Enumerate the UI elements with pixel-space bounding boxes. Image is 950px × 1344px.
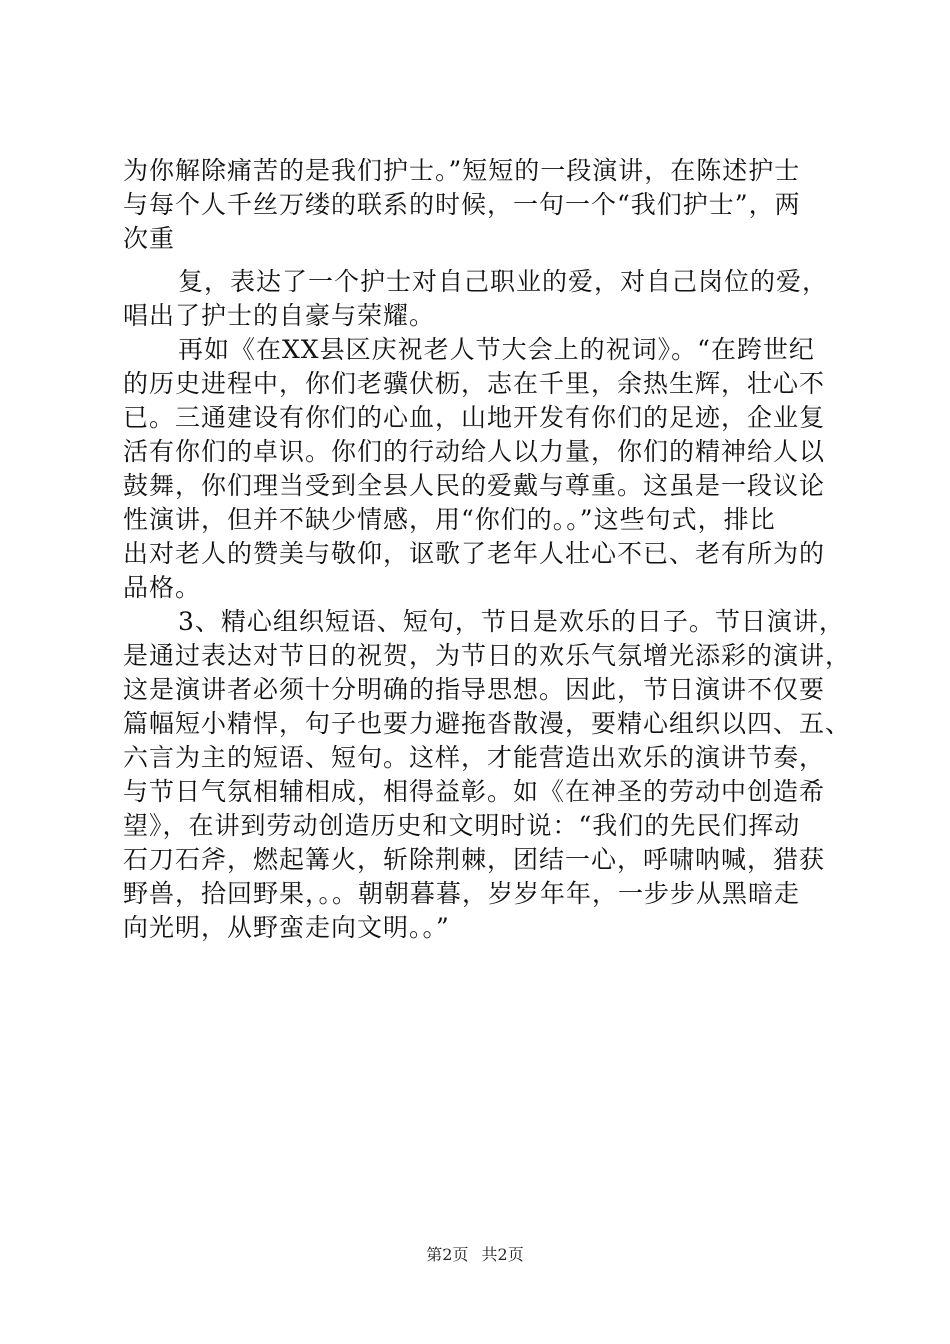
text-line: 已。三通建设有你们的心血，山地开发有你们的足迹，企业复 bbox=[123, 403, 826, 432]
text-line: 性演讲，但并不缺少情感，用“你们的。。”这些句式，排比 bbox=[123, 505, 776, 534]
page-footer bbox=[0, 1244, 950, 1266]
page-total: 共2页 bbox=[481, 1245, 524, 1264]
text-line: 活有你们的卓识。你们的行动给人以力量，你们的精神给人以 bbox=[123, 437, 826, 466]
text-line: 与节日气氛相辅相成，相得益彰。如《在神圣的劳动中创造希 bbox=[123, 777, 826, 806]
text-line: 的历史进程中，你们老骥伏枥，志在千里，余热生辉，壮心不 bbox=[123, 369, 826, 398]
text-line: 为你解除痛苦的是我们护士。”短短的一段演讲，在陈述护士 bbox=[123, 156, 801, 185]
text-line: 唱出了护士的自豪与荣耀。 bbox=[123, 301, 436, 330]
text-line: 望》，在讲到劳动创造历史和文明时说：“我们的先民们挥动 bbox=[123, 811, 801, 840]
page-number: 第2页 bbox=[426, 1245, 469, 1264]
text-line: 再如《在XX县区庆祝老人节大会上的祝词》。“在跨世纪 bbox=[178, 335, 815, 364]
text-line: 出对老人的赞美与敬仰，讴歌了老年人壮心不已、老有所为的 bbox=[123, 539, 826, 568]
text-line: 鼓舞，你们理当受到全县人民的爱戴与尊重。这虽是一段议论 bbox=[123, 471, 826, 500]
text-line: 向光明，从野蛮走向文明。。” bbox=[123, 913, 450, 942]
text-line: 是通过表达对节日的祝贺，为节日的欢乐气氛增光添彩的演讲， bbox=[123, 641, 852, 670]
text-line: 次重 bbox=[123, 224, 176, 253]
text-line: 这是演讲者必须十分明确的指导思想。因此，节日演讲不仅要 bbox=[123, 675, 826, 704]
text-line: 与每个人千丝万缕的联系的时候，一句一个“我们护士”，两 bbox=[123, 190, 801, 219]
text-line: 六言为主的短语、短句。这样，才能营造出欢乐的演讲节奏， bbox=[123, 743, 826, 772]
text-line: 3、精心组织短语、短句，节日是欢乐的日子。节日演讲， bbox=[178, 607, 845, 636]
text-line: 复，表达了一个护士对自己职业的爱，对自己岗位的爱， bbox=[178, 267, 829, 296]
text-line: 篇幅短小精悍，句子也要力避拖沓散漫，要精心组织以四、五、 bbox=[123, 709, 852, 738]
text-line: 品格。 bbox=[123, 573, 202, 602]
text-line: 野兽，拾回野果，。。朝朝暮暮，岁岁年年，一步步从黑暗走 bbox=[123, 879, 801, 908]
text-line: 石刀石斧，燃起篝火，斩除荆棘，团结一心，呼啸呐喊，猎获 bbox=[123, 845, 826, 874]
